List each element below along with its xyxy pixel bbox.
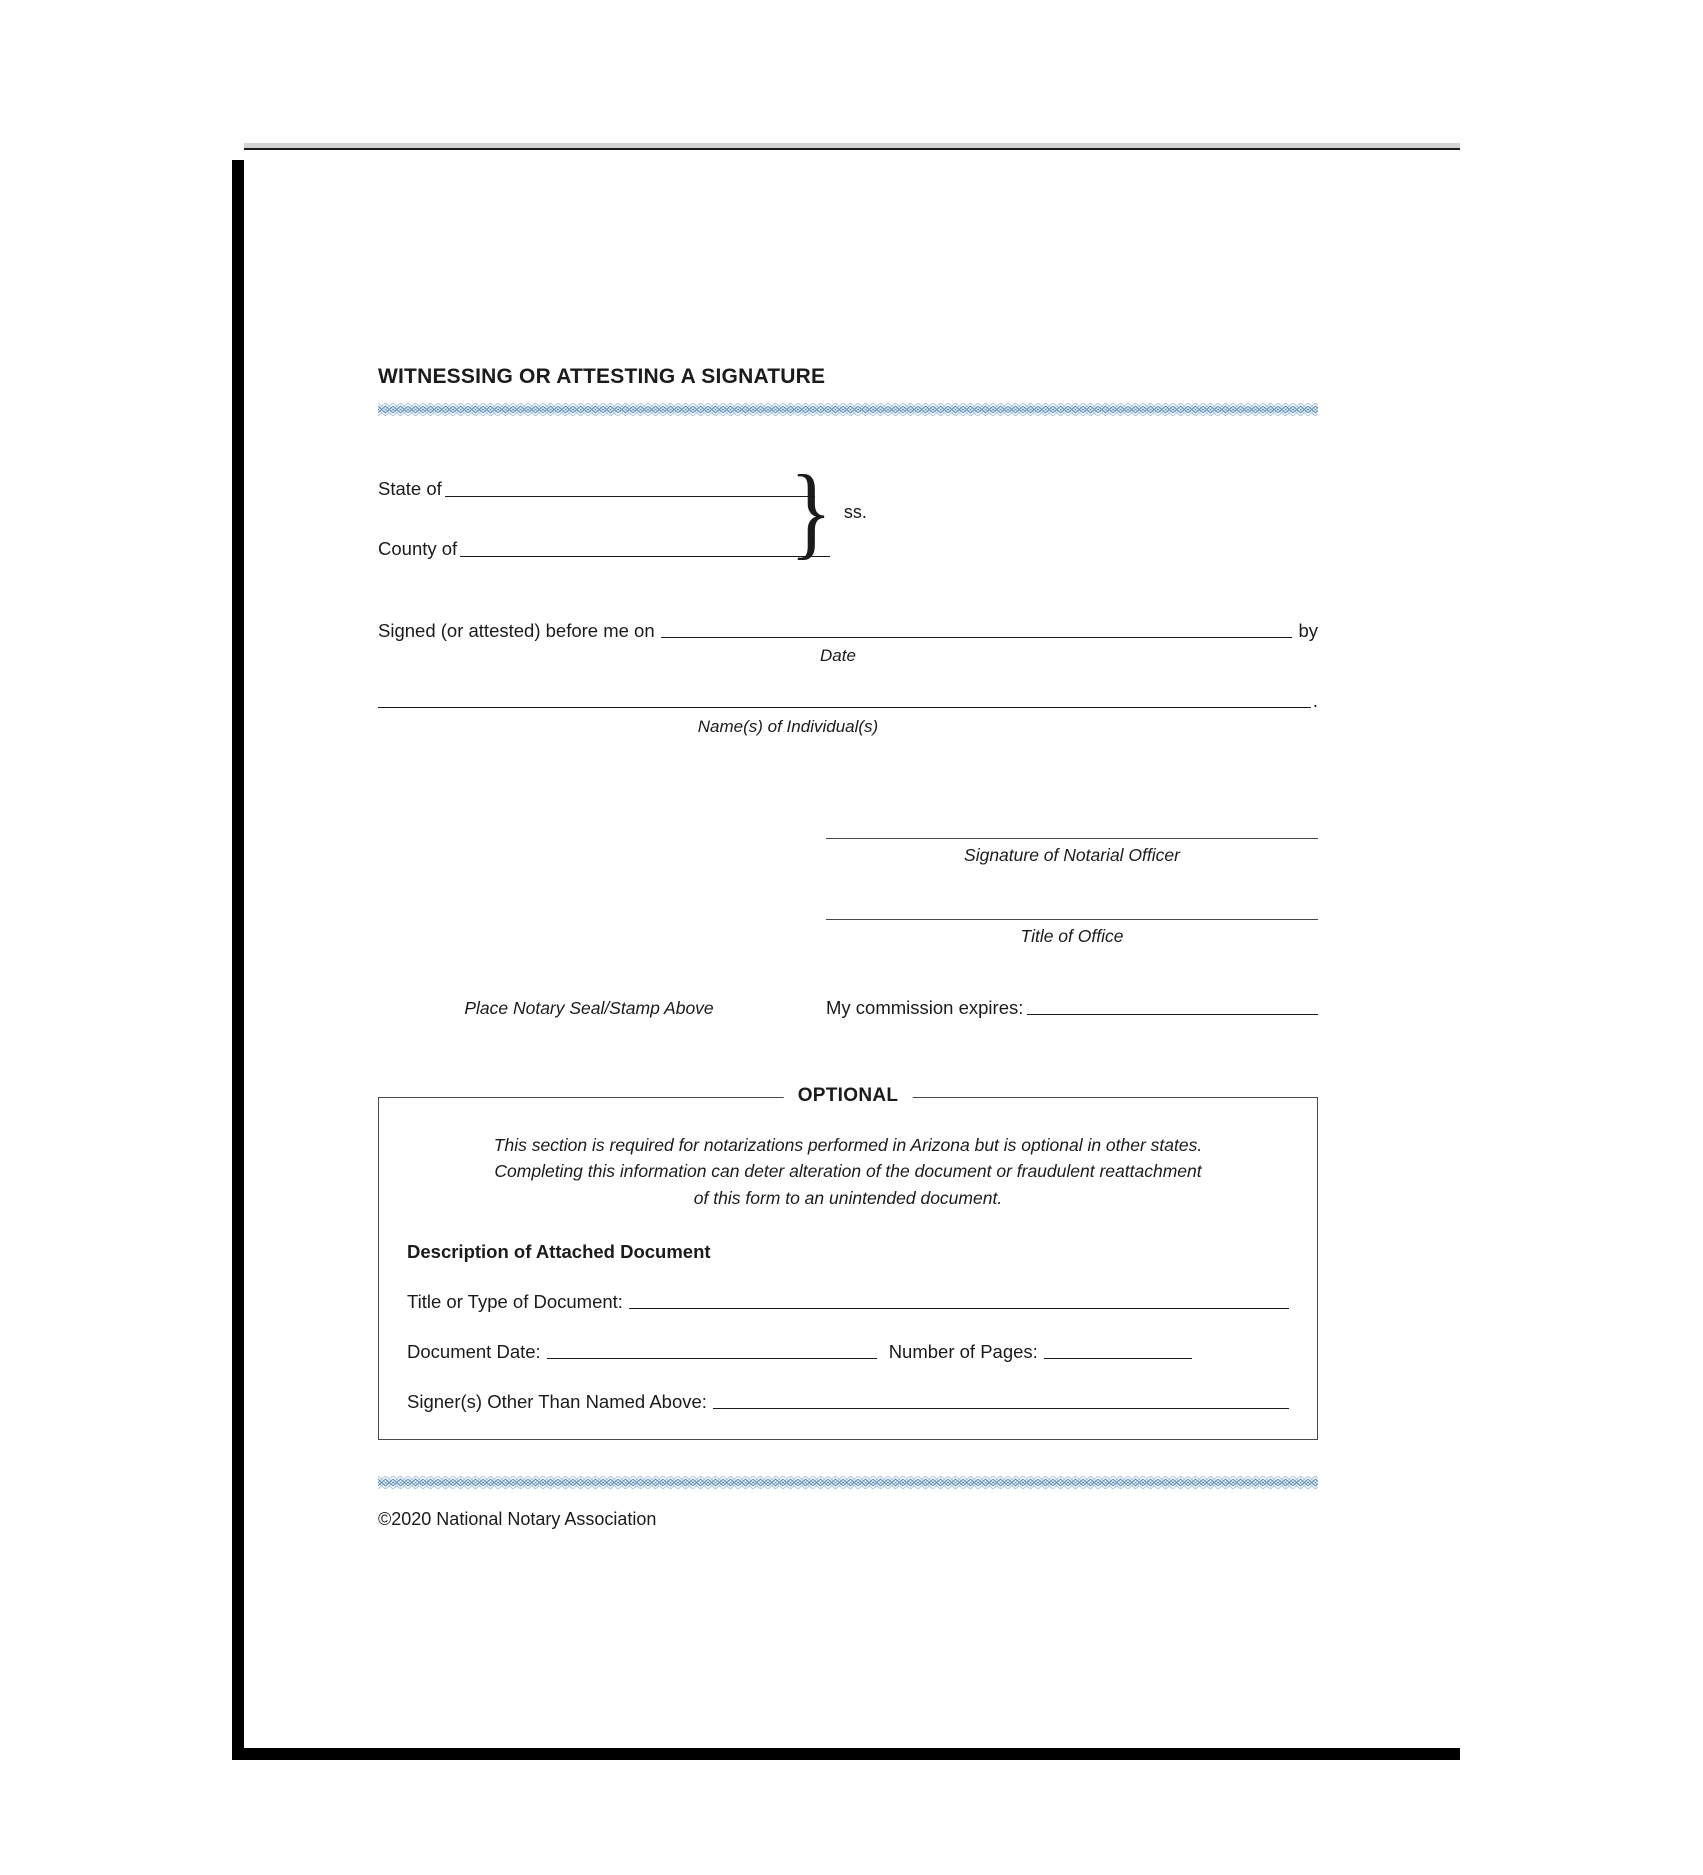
title-of-document-row: [407, 1291, 1289, 1313]
seal-placement-caption: Place Notary Seal/Stamp Above: [464, 998, 714, 1018]
county-label: County of: [378, 538, 458, 559]
notary-signature-caption: Signature of Notarial Officer: [964, 845, 1180, 865]
signed-suffix-text: by: [1298, 620, 1318, 641]
optional-note-line-3: of this form to an unintended document.: [693, 1187, 1003, 1208]
venue-brace-group: [786, 453, 867, 569]
notary-signature-line[interactable]: [826, 837, 1318, 839]
number-of-pages-input-line[interactable]: [1044, 1357, 1192, 1359]
commission-expiry-row: [826, 997, 1318, 1019]
commission-expiry-label: My commission expires:: [826, 997, 1024, 1018]
optional-legend: OPTIONAL: [784, 1085, 913, 1107]
optional-note: [407, 1132, 1289, 1211]
copyright-notice: ©2020 National Notary Association: [378, 1508, 657, 1529]
document-date-input-line[interactable]: [547, 1357, 877, 1359]
page-title: WITNESSING OR ATTESTING A SIGNATURE: [378, 365, 826, 388]
commission-expiry-input-line[interactable]: [1027, 1013, 1318, 1015]
title-of-document-label: Title or Type of Document:: [407, 1290, 623, 1312]
seal-row: [378, 997, 1318, 1019]
document-date-label: Document Date:: [407, 1340, 541, 1362]
notary-spacer: [826, 866, 1318, 918]
date-input-line[interactable]: [661, 636, 1293, 638]
ss-label: ss.: [843, 501, 867, 522]
names-period: .: [1312, 690, 1318, 711]
state-input-line[interactable]: [445, 495, 815, 497]
number-of-pages-label: Number of Pages:: [888, 1340, 1038, 1362]
signed-line: [378, 620, 1318, 642]
notary-title-caption: Title of Office: [1020, 926, 1124, 946]
names-line: [378, 690, 1318, 712]
form-content: [378, 365, 1318, 1530]
venue-block: [378, 453, 1318, 569]
other-signers-label: Signer(s) Other Than Named Above:: [407, 1390, 707, 1412]
other-signers-input-line[interactable]: [713, 1407, 1289, 1409]
ornamental-divider-bottom: [378, 1476, 1318, 1489]
date-caption: Date: [820, 646, 856, 665]
notary-title-line[interactable]: [826, 918, 1318, 920]
other-signers-row: [407, 1391, 1289, 1413]
state-label: State of: [378, 478, 442, 499]
names-input-line[interactable]: [378, 706, 1311, 708]
attached-document-heading: Description of Attached Document: [407, 1240, 711, 1262]
optional-note-line-1: This section is required for notarizations performed in Arizona but is optional in other states.: [493, 1135, 1203, 1155]
document-date-row: [407, 1341, 1289, 1363]
names-caption: Name(s) of Individual(s): [697, 717, 879, 736]
curly-brace-icon: }: [789, 453, 833, 569]
ornamental-divider-top: [378, 403, 1318, 416]
notary-signature-block: [378, 837, 1318, 947]
signed-statement-block: [378, 620, 1318, 737]
optional-note-line-2: Completing this information can deter alteration of the document or fraudulent reattachment: [494, 1161, 1202, 1182]
county-input-line[interactable]: [460, 555, 830, 557]
title-of-document-input-line[interactable]: [629, 1307, 1289, 1309]
signed-prefix-text: Signed (or attested) before me on: [378, 620, 655, 641]
optional-section: [378, 1085, 1318, 1440]
names-caption-wrap: [378, 717, 1318, 737]
notary-column: [826, 837, 1318, 947]
